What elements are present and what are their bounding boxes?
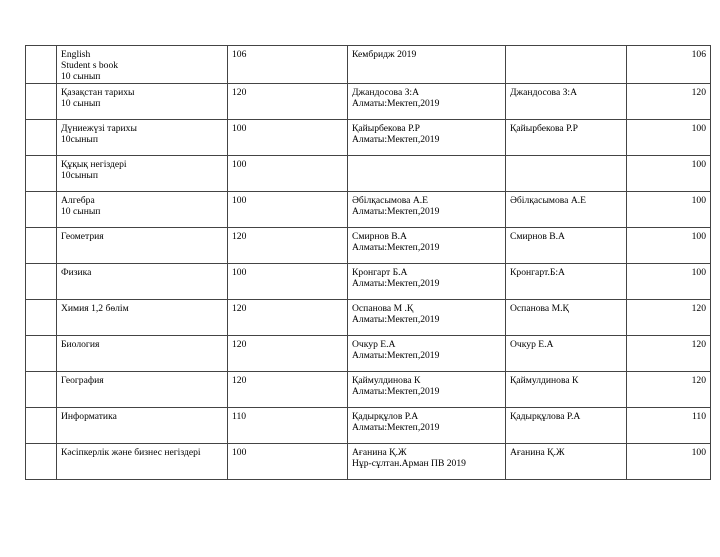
table-row [26,371,711,407]
total-cell: 120 [627,83,711,119]
count-cell: 100 [228,155,348,191]
table-row [26,263,711,299]
author-cell: Оспанова М.Қ [506,299,627,335]
textbook-table [25,45,711,480]
row-index-cell [26,83,57,119]
count-cell: 120 [228,83,348,119]
subject-cell: Қазақстан тарихы 10 сынып [57,83,228,119]
subject-cell: Құқық негіздері 10сынып [57,155,228,191]
count-cell: 120 [228,227,348,263]
row-index-cell [26,335,57,371]
subject-cell: Биология [57,335,228,371]
subject-cell: Кәсіпкерлік және бизнес негіздері [57,443,228,479]
author-cell: Очкур Е.А [506,335,627,371]
table-row [26,155,711,191]
row-index-cell [26,299,57,335]
author-cell: Джандосова З:А [506,83,627,119]
subject-cell: Дүниежүзі тарихы 10сынып [57,119,228,155]
author-cell: Кронгарт.Б:А [506,263,627,299]
count-cell: 120 [228,299,348,335]
table-row [26,407,711,443]
row-index-cell [26,191,57,227]
total-cell: 110 [627,407,711,443]
subject-cell: География [57,371,228,407]
author-cell: Қаймулдинова К [506,371,627,407]
table-row [26,227,711,263]
total-cell: 100 [627,227,711,263]
row-index-cell [26,407,57,443]
row-index-cell [26,371,57,407]
count-cell: 120 [228,371,348,407]
table-row [26,46,711,84]
subject-cell: Химия 1,2 бөлім [57,299,228,335]
row-index-cell [26,263,57,299]
publisher-cell: Қайырбекова Р.Р Алматы:Мектеп,2019 [348,119,506,155]
publisher-cell: Қаймулдинова К Алматы:Мектеп,2019 [348,371,506,407]
total-cell: 120 [627,299,711,335]
total-cell: 120 [627,335,711,371]
row-index-cell [26,46,57,84]
author-cell [506,46,627,84]
table-row [26,443,711,479]
subject-cell: Информатика [57,407,228,443]
count-cell: 100 [228,443,348,479]
table-row [26,299,711,335]
row-index-cell [26,155,57,191]
author-cell: Смирнов В.А [506,227,627,263]
author-cell: Ағанина Қ.Ж [506,443,627,479]
author-cell: Қайырбекова Р.Р [506,119,627,155]
publisher-cell: Смирнов В.А Алматы:Мектеп,2019 [348,227,506,263]
row-index-cell [26,227,57,263]
count-cell: 120 [228,335,348,371]
subject-cell: Алгебра 10 сынып [57,191,228,227]
count-cell: 110 [228,407,348,443]
total-cell: 100 [627,191,711,227]
author-cell: Әбілқасымова А.Е [506,191,627,227]
subject-cell: Физика [57,263,228,299]
publisher-cell: Ағанина Қ.Ж Нұр-сұлтан.Арман ПВ 2019 [348,443,506,479]
publisher-cell: Кембридж 2019 [348,46,506,84]
publisher-cell: Қадырқұлов Р.А Алматы:Мектеп,2019 [348,407,506,443]
total-cell: 100 [627,443,711,479]
publisher-cell: Оспанова М .Қ Алматы:Мектеп,2019 [348,299,506,335]
count-cell: 100 [228,263,348,299]
publisher-cell: Джандосова З:А Алматы:Мектеп,2019 [348,83,506,119]
total-cell: 100 [627,155,711,191]
table-row [26,119,711,155]
total-cell: 106 [627,46,711,84]
table-row [26,191,711,227]
row-index-cell [26,119,57,155]
total-cell: 120 [627,371,711,407]
subject-cell: Геометрия [57,227,228,263]
table-row [26,83,711,119]
author-cell: Қадырқұлова Р.А [506,407,627,443]
publisher-cell: Әбілқасымова А.Е Алматы:Мектеп,2019 [348,191,506,227]
total-cell: 100 [627,263,711,299]
count-cell: 106 [228,46,348,84]
publisher-cell: Кронгарт Б.А Алматы:Мектеп,2019 [348,263,506,299]
count-cell: 100 [228,191,348,227]
subject-cell: English Student s book 10 сынып [57,46,228,84]
row-index-cell [26,443,57,479]
publisher-cell [348,155,506,191]
total-cell: 100 [627,119,711,155]
publisher-cell: Очкур Е.А Алматы:Мектеп,2019 [348,335,506,371]
count-cell: 100 [228,119,348,155]
author-cell [506,155,627,191]
table-row [26,335,711,371]
